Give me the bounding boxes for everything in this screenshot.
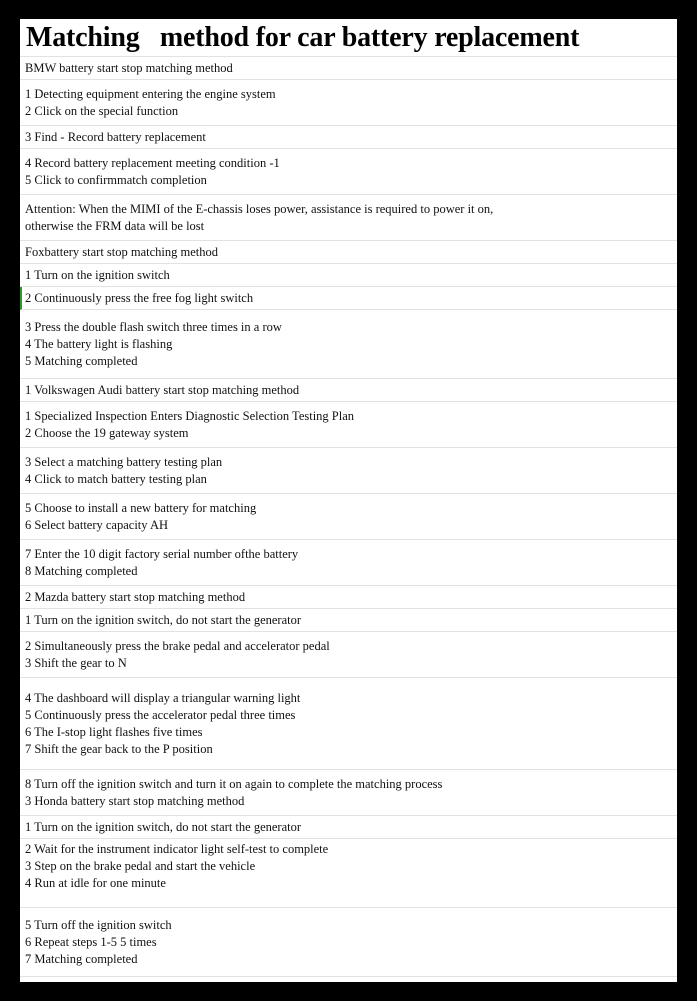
row-text-line: 4 Click to match battery testing plan <box>25 471 207 486</box>
table-row <box>20 678 677 770</box>
row-text-line: 6 The I-stop light flashes five times <box>25 724 203 739</box>
row-text-line: 2 Click on the special function <box>25 103 179 118</box>
row-text-line: 3 Shift the gear to N <box>25 655 127 670</box>
row-text-line: 2 Wait for the instrument indicator light self-test to complete <box>25 842 329 856</box>
table-row <box>20 770 677 816</box>
row-text-line: 5 Continuously press the accelerator pedal three times <box>25 707 296 722</box>
row-text-line: 7 Enter the 10 digit factory serial number ofthe battery <box>25 546 299 561</box>
table-row <box>20 126 677 149</box>
row-text-line: 7 Matching completed <box>25 951 138 966</box>
row-text-line: Attention: When the MIMI of the E-chassis loses power, assistance is required to power it on, <box>25 201 494 216</box>
table-row <box>20 287 677 310</box>
row-text-line: 6 Repeat steps 1-5 5 times <box>25 934 157 949</box>
table-row <box>20 264 677 287</box>
row-text-line: 8 Matching completed <box>25 563 138 578</box>
row-text-line: 5 Matching completed <box>25 353 138 368</box>
title-row <box>20 19 677 57</box>
table-row <box>20 586 677 609</box>
row-text-line: 1 Turn on the ignition switch, do not start the generator <box>25 612 302 627</box>
table-row <box>20 402 677 448</box>
row-text-line: 3 Step on the brake pedal and start the vehicle <box>25 859 256 873</box>
row-text-line: 3 Find - Record battery replacement <box>25 129 206 144</box>
row-text-line: 1 Turn on the ignition switch <box>25 267 170 282</box>
table-row <box>20 57 677 80</box>
row-text-line: 1 Turn on the ignition switch, do not start the generator <box>25 819 302 834</box>
row-text-line: 2 Continuously press the free fog light switch <box>25 290 254 305</box>
row-text-line: 5 Click to confirmmatch completion <box>25 172 207 187</box>
row-text-line: 1 Specialized Inspection Enters Diagnostic Selection Testing Plan <box>25 408 355 423</box>
row-text-line: 2 Choose the 19 gateway system <box>25 425 189 440</box>
table-row <box>20 310 677 379</box>
row-text-line: otherwise the FRM data will be lost <box>25 218 205 233</box>
table-row <box>20 379 677 402</box>
row-text-line: 5 Turn off the ignition switch <box>25 917 172 932</box>
row-text-line: BMW battery start stop matching method <box>25 60 233 75</box>
row-text-line: 1 Detecting equipment entering the engine system <box>25 86 276 101</box>
row-text-line: 3 Honda battery start stop matching method <box>25 793 245 808</box>
table-row <box>20 448 677 494</box>
table-row <box>20 494 677 540</box>
row-text-line: 4 Run at idle for one minute <box>25 876 166 890</box>
row-text-line: 2 Simultaneously press the brake pedal and accelerator pedal <box>25 638 330 653</box>
table-row <box>20 80 677 126</box>
table-row <box>20 816 677 839</box>
row-text-line: 7 Shift the gear back to the P position <box>25 741 213 756</box>
row-text-line: 6 Select battery capacity AH <box>25 517 168 532</box>
step-rows <box>20 57 677 977</box>
row-text-line: 4 Record battery replacement meeting condition -1 <box>25 155 280 170</box>
page-title: Matching method for car battery replacement <box>26 21 580 53</box>
table-row <box>20 908 677 977</box>
table-row <box>20 632 677 678</box>
row-text-line: 3 Press the double flash switch three times in a row <box>25 319 282 334</box>
table-row <box>20 195 677 241</box>
row-text-line: Foxbattery start stop matching method <box>25 244 219 259</box>
row-text-line: 1 Volkswagen Audi battery start stop matching method <box>25 382 300 397</box>
row-text-line: 4 The dashboard will display a triangular warning light <box>25 690 301 705</box>
row-text-line: 8 Turn off the ignition switch and turn it on again to complete the matching process <box>25 776 443 791</box>
table-row <box>20 149 677 195</box>
row-text-line: 2 Mazda battery start stop matching method <box>25 589 246 604</box>
document-sheet <box>20 19 677 982</box>
table-row <box>20 540 677 586</box>
row-text-line: 3 Select a matching battery testing plan <box>25 454 223 469</box>
table-row <box>20 839 677 908</box>
row-text-line: 4 The battery light is flashing <box>25 336 173 351</box>
table-row <box>20 241 677 264</box>
table-row <box>20 609 677 632</box>
row-text-line: 5 Choose to install a new battery for matching <box>25 500 257 515</box>
